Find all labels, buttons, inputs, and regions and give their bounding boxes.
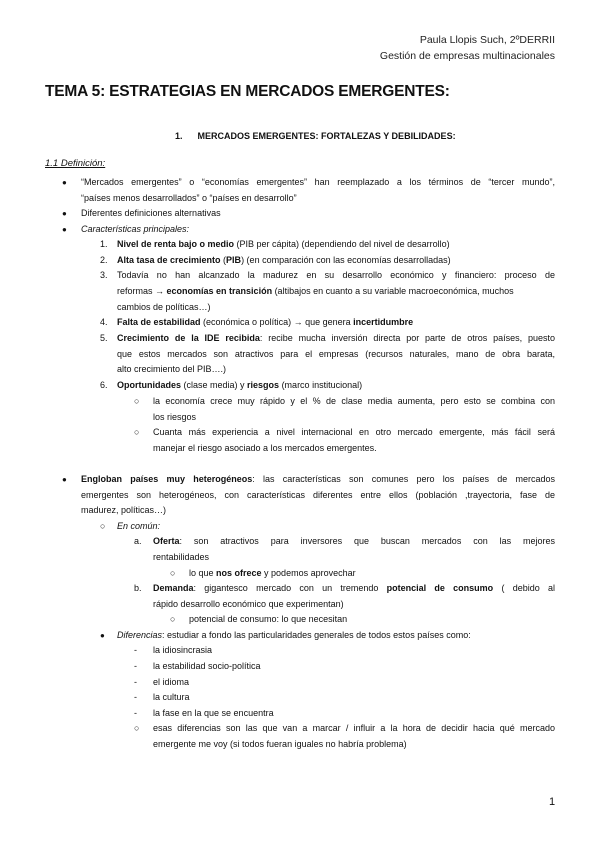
differences-item: la fase en la que se encuentra xyxy=(153,708,274,718)
intro-bullet-1-line-1: “Mercados emergentes” o “economías emergentes” han reemplazado a los términos de “tercer mundo”, xyxy=(81,177,555,187)
characteristic-3-bold: economías en transición xyxy=(166,286,273,296)
demand-line-1 xyxy=(153,581,555,597)
characteristic-5-line-3: alto crecimiento del PIB….) xyxy=(117,364,227,374)
dash-marker: - xyxy=(134,645,137,655)
characteristic-6 xyxy=(117,378,362,394)
heterogeneous-line-1 xyxy=(81,472,555,488)
dash-marker: - xyxy=(134,677,137,687)
differences-conclusion-line-1: esas diferencias son las que van a marcar / influir a la hora de decidir hacia qué mercado xyxy=(153,723,555,733)
intro-bullet-2: Diferentes definiciones alternativas xyxy=(81,208,221,218)
list-number: 5. xyxy=(100,333,108,343)
characteristic-6-bold: Oportunidades xyxy=(117,380,182,390)
heterogeneous-line-3: madurez, políticas…) xyxy=(81,505,167,515)
characteristic-6-text-2: (marco institucional) xyxy=(279,380,363,390)
differences-item: la cultura xyxy=(153,692,190,702)
offer-line-2: rentabilidades xyxy=(153,552,210,562)
bullet-marker: ● xyxy=(62,225,67,234)
dash-marker: - xyxy=(134,708,137,718)
characteristic-5-line-2: que estos mercados son atractivos para el empresas (recursos naturales, mano de obra barata, xyxy=(117,349,555,359)
characteristic-2-text: ) (en comparación con las economías desarrolladas) xyxy=(241,255,451,265)
circle-marker: ○ xyxy=(100,521,106,531)
list-letter: b. xyxy=(134,583,142,593)
list-letter: a. xyxy=(134,536,142,546)
differences-item: la estabilidad socio-política xyxy=(153,661,261,671)
list-number: 4. xyxy=(100,317,108,327)
characteristic-4-bold-2: incertidumbre xyxy=(353,317,414,327)
offer-text: : son atractivos para inversores que buscan mercados con las mejores xyxy=(179,536,555,546)
offer-sub-post: y podemos aprovechar xyxy=(261,568,356,578)
circle-marker: ○ xyxy=(170,614,176,624)
characteristic-3-line-2 xyxy=(117,284,514,300)
offer-bold: Oferta xyxy=(153,536,180,546)
header-author: Paula Llopis Such, 2ºDERRII xyxy=(419,34,555,46)
demand-end: ( debido al xyxy=(493,583,555,593)
offer-sub-bold: nos ofrece xyxy=(216,568,262,578)
section-heading xyxy=(175,131,456,141)
demand-text: : gigantesco mercado con un tremendo xyxy=(193,583,387,593)
list-number: 1. xyxy=(100,239,108,249)
characteristic-4-bold: Falta de estabilidad xyxy=(117,317,201,327)
characteristic-5-line-1 xyxy=(117,331,555,347)
characteristic-1 xyxy=(117,237,450,253)
differences-item: el idioma xyxy=(153,677,190,687)
bullet-marker: ● xyxy=(62,475,67,484)
opportunity-sub-2-line-1: Cuanta más experiencia a nivel internacional en otro mercado emergente, más fácil será xyxy=(153,427,555,437)
definition-heading: 1.1 Definición: xyxy=(45,158,106,169)
characteristic-5-bold: Crecimiento de la IDE recibida xyxy=(117,333,260,343)
characteristic-3-line-3: cambios de políticas…) xyxy=(117,302,211,312)
characteristic-1-text: (PIB per cápita) (dependiendo del nivel de desarrollo) xyxy=(234,239,450,249)
dash-marker: - xyxy=(134,661,137,671)
heterogeneous-line-2: emergentes son heterogéneos, con características diferentes entre ellos (población ,trayectoria, fase de xyxy=(81,490,555,500)
circle-marker: ○ xyxy=(134,723,140,733)
intro-bullet-3: Características principales: xyxy=(81,224,190,234)
characteristic-3-text: (altibajos en cuanto a su variable macroeconómica, muchos xyxy=(272,286,514,296)
opportunity-sub-1-line-1: la economía crece muy rápido y el % de clase media aumenta, pero esto se combina con xyxy=(153,396,555,406)
opportunity-sub-2-line-2: manejar el riesgo asociado a los mercados emergentes. xyxy=(153,443,377,453)
characteristic-2-mid: ( xyxy=(220,255,227,265)
differences-text: : estudiar a fondo las particularidades generales de todos estos países como: xyxy=(162,630,471,640)
page-title: TEMA 5: ESTRATEGIAS EN MERCADOS EMERGENTES: xyxy=(45,83,450,100)
dash-marker: - xyxy=(134,692,137,702)
demand-sub: potencial de consumo: lo que necesitan xyxy=(189,614,348,624)
circle-marker: ○ xyxy=(134,427,140,437)
circle-marker: ○ xyxy=(170,568,176,578)
characteristic-4-text: (económica o política) xyxy=(200,317,294,327)
characteristic-4-text-2: que genera xyxy=(302,317,354,327)
characteristic-6-bold-2: riesgos xyxy=(247,380,280,390)
differences-conclusion-line-2: emergente me voy (si todos fueran iguales no habría problema) xyxy=(153,739,407,749)
differences-label: Diferencias xyxy=(117,630,163,640)
characteristic-2-bold-2: PIB xyxy=(226,255,242,265)
characteristic-5-text: : recibe mucha inversión directa por parte de otros países, puesto xyxy=(259,333,555,343)
intro-bullet-1-line-2: “países menos desarrollados” o “países en desarrollo” xyxy=(81,193,297,203)
offer-sub xyxy=(189,566,356,582)
header-subject: Gestión de empresas multinacionales xyxy=(379,50,555,62)
bullet-marker: ● xyxy=(62,209,67,218)
differences-item: la idiosincrasia xyxy=(153,645,213,655)
bullet-marker: ● xyxy=(100,631,105,640)
differences-line xyxy=(117,628,471,644)
characteristic-2-bold: Alta tasa de crecimiento xyxy=(117,255,221,265)
characteristic-1-bold: Nivel de renta bajo o medio xyxy=(117,239,235,249)
arrow-icon: → xyxy=(293,317,303,327)
list-number: 6. xyxy=(100,380,108,390)
characteristic-4 xyxy=(117,315,413,331)
heterogeneous-bold: Engloban países muy heterogéneos xyxy=(81,474,253,484)
offer-line-1 xyxy=(153,534,555,550)
section-title: MERCADOS EMERGENTES: FORTALEZAS Y DEBILIDADES: xyxy=(197,131,456,141)
demand-bold-2: potencial de consumo xyxy=(386,583,494,593)
characteristic-3-line-1: Todavía no han alcanzado la madurez en su desarrollo económico y financiero: proceso de xyxy=(117,270,555,280)
offer-sub-pre: lo que xyxy=(189,568,217,578)
list-number: 3. xyxy=(100,270,108,280)
list-number: 2. xyxy=(100,255,108,265)
opportunity-sub-1-line-2: los riesgos xyxy=(153,412,197,422)
arrow-icon: → xyxy=(155,286,165,296)
circle-marker: ○ xyxy=(134,396,140,406)
page-number: 1 xyxy=(549,796,556,808)
section-number: 1. xyxy=(175,131,183,141)
heterogeneous-text: : las características son comunes pero los países de mercados xyxy=(252,474,555,484)
demand-bold: Demanda xyxy=(153,583,194,593)
bullet-marker: ● xyxy=(62,178,67,187)
characteristic-3-pre: reformas xyxy=(117,286,156,296)
demand-line-2: rápido desarrollo económico que experimentan) xyxy=(153,599,344,609)
characteristic-6-text: (clase media) y xyxy=(181,380,248,390)
common-label: En común: xyxy=(117,521,161,531)
characteristic-2 xyxy=(117,253,451,269)
